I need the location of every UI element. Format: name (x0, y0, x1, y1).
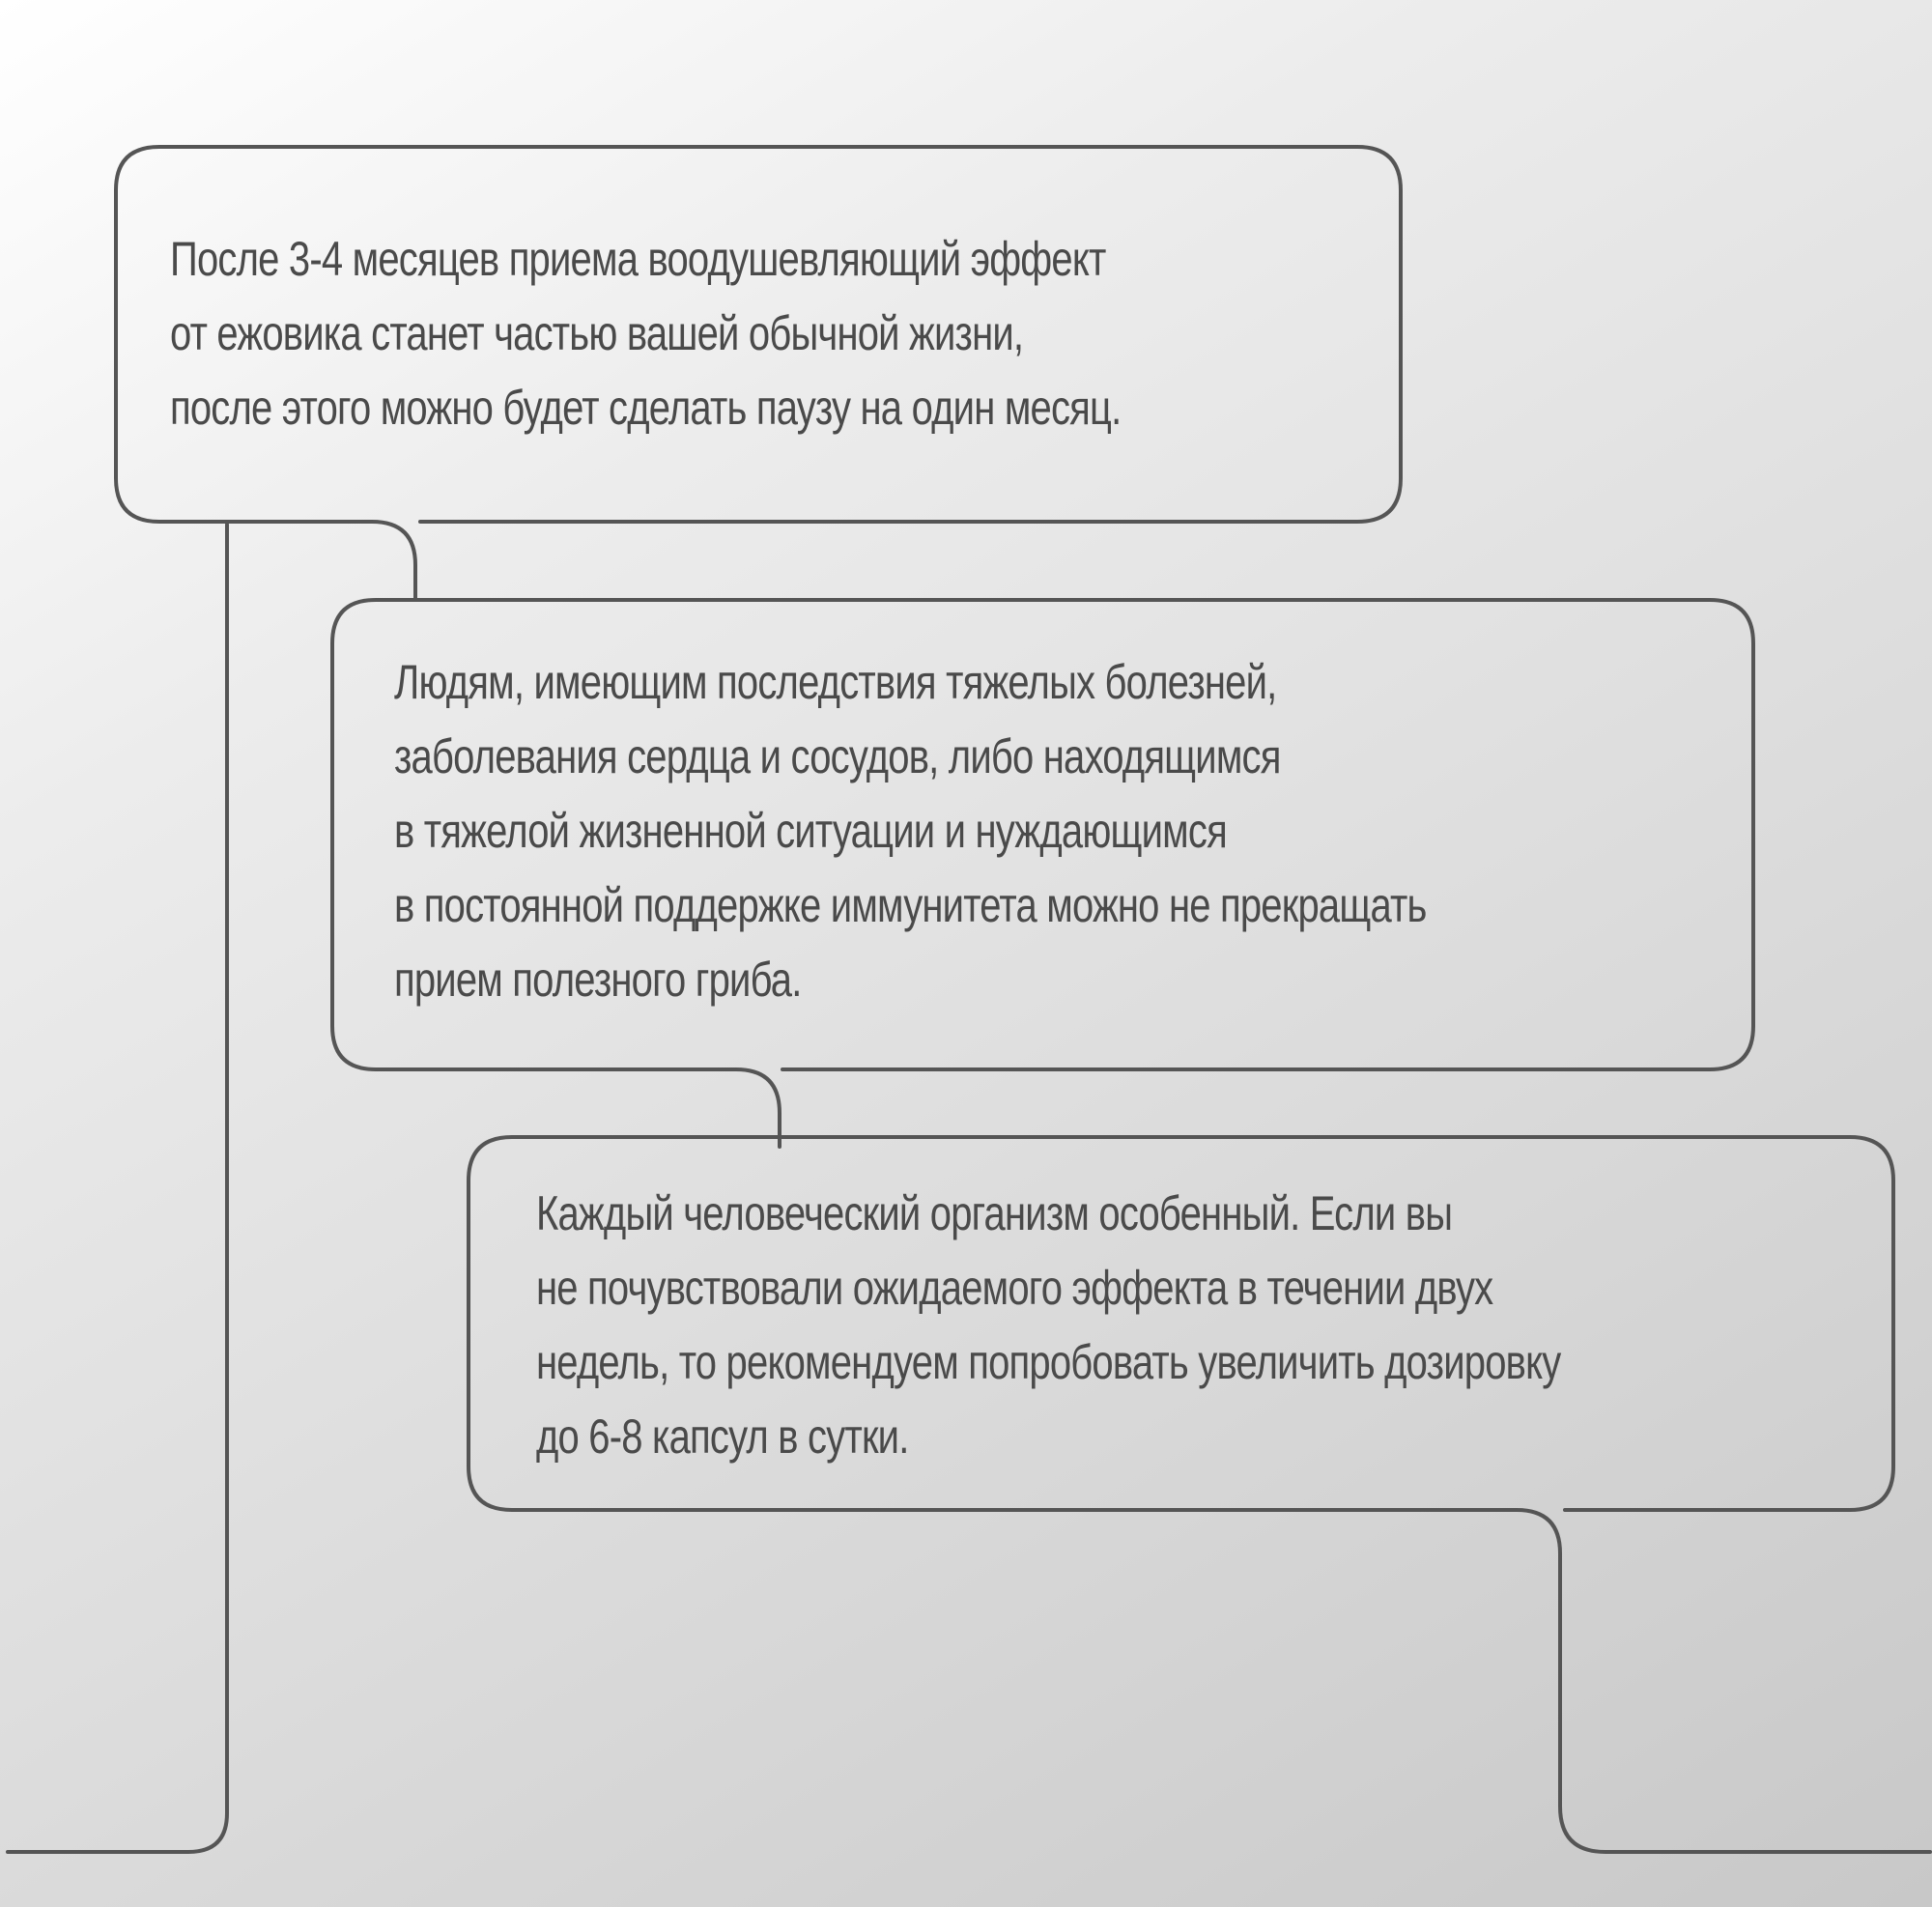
bubble-2-line-2: заболевания сердца и сосудов, либо находящимся (394, 729, 1281, 783)
bubble-1-text (170, 222, 1121, 445)
bubble-3-line-2: не почувствовали ожидаемого эффекта в течении двух (536, 1261, 1493, 1315)
bubble-1-line-2: от ежовика станет частью вашей обычной жизни, (170, 306, 1024, 360)
bubble-3-line-3: недель, то рекомендуем попробовать увеличить дозировку (536, 1335, 1561, 1389)
bubble-3-text (536, 1177, 1560, 1474)
left-connector-line (8, 525, 227, 1852)
bubble-3-line-4: до 6-8 капсул в сутки. (536, 1409, 909, 1464)
bubble-1-line-3: после этого можно будет сделать паузу на один месяц. (170, 381, 1122, 435)
bubble-3-line-1: Каждый человеческий организм особенный. Если вы (536, 1186, 1453, 1240)
bubble-2-line-5: прием полезного гриба. (394, 953, 802, 1007)
bubble-1-line-1: После 3-4 месяцев приема воодушевляющий эффект (170, 232, 1106, 286)
bubble-2-line-1: Людям, имеющим последствия тяжелых болезней, (394, 655, 1277, 709)
bubble-2-text (394, 645, 1427, 1017)
bubble-2-line-3: в тяжелой жизненной ситуации и нуждающимся (394, 804, 1227, 858)
bubble-2-line-4: в постоянной поддержке иммунитета можно не прекращать (394, 878, 1427, 932)
